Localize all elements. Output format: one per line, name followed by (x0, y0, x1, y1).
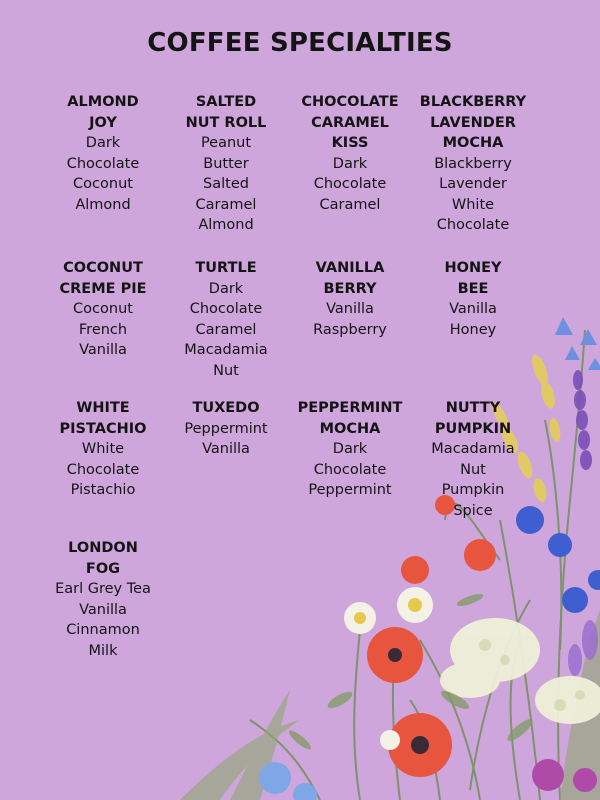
ingredient: Macadamia (431, 441, 515, 457)
menu-item (289, 92, 411, 215)
ingredient: Honey (449, 321, 497, 338)
drink-name: FOG (85, 560, 121, 577)
ingredient: Coconut (73, 176, 133, 192)
menu-item (412, 398, 534, 521)
drink-name: CARAMEL (311, 114, 389, 131)
ingredient: Peppermint (308, 482, 392, 498)
menu-item (412, 258, 534, 340)
menu-item (165, 398, 287, 460)
drink-name: HONEY (444, 260, 502, 276)
drink-name: MOCHA (442, 135, 504, 151)
ingredient: Dark (208, 280, 244, 297)
ingredient: Chocolate (313, 461, 387, 478)
ingredient: Caramel (195, 321, 257, 338)
ingredient: Butter (203, 155, 249, 172)
ingredient: Earl Grey Tea (55, 581, 151, 597)
ingredient: Chocolate (189, 301, 263, 317)
ingredient: Lavender (439, 176, 507, 192)
drink-name: TURTLE (195, 260, 257, 276)
ingredient: Peppermint (184, 420, 268, 437)
drink-name: VANILLA (315, 260, 385, 276)
ingredient: French (78, 321, 128, 338)
drink-name: LAVENDER (430, 114, 516, 131)
menu-item (42, 398, 164, 501)
menu-item (289, 398, 411, 501)
drink-name: BERRY (323, 280, 377, 297)
ingredient: Macadamia (184, 342, 268, 358)
ingredient: Dark (85, 135, 121, 151)
menu-item (42, 92, 164, 215)
drink-name: WHITE (76, 400, 130, 416)
ingredient: Chocolate (436, 217, 510, 233)
ingredient: Caramel (195, 196, 257, 213)
drink-name: JOY (89, 114, 117, 131)
ingredient: Vanilla (326, 301, 374, 317)
drink-name: PEPPERMINT (297, 400, 403, 416)
ingredient: White (81, 441, 125, 457)
menu-item (412, 92, 534, 236)
ingredient: Spice (453, 502, 493, 519)
drink-name: PISTACHIO (59, 420, 147, 437)
ingredient: Caramel (319, 196, 381, 213)
drink-name: CHOCOLATE (301, 94, 399, 110)
drink-name: BLACKBERRY (419, 94, 527, 110)
drink-name: NUTTY (445, 400, 501, 416)
ingredient: Dark (332, 441, 368, 457)
ingredient: Vanilla (79, 601, 127, 618)
ingredient: Almond (75, 196, 131, 213)
ingredient: Almond (198, 217, 254, 233)
ingredient: Chocolate (66, 155, 140, 172)
ingredient: Raspberry (313, 321, 387, 338)
drink-name: NUT ROLL (185, 114, 267, 131)
drink-name: TUXEDO (192, 400, 260, 416)
menu-item (42, 538, 164, 661)
ingredient: Peanut (200, 135, 252, 151)
menu-item (42, 258, 164, 361)
ingredient: Salted (203, 176, 249, 192)
ingredient: Chocolate (313, 176, 387, 192)
drink-name: KISS (331, 135, 369, 151)
menu-item (289, 258, 411, 340)
ingredient: White (451, 196, 495, 213)
ingredient: Chocolate (66, 461, 140, 478)
ingredient: Pistachio (70, 482, 136, 498)
drink-name: ALMOND (67, 94, 139, 110)
drink-name: SALTED (195, 94, 257, 110)
page-title: COFFEE SPECIALTIES (147, 28, 453, 58)
drink-name: BEE (457, 280, 489, 297)
ingredient: Vanilla (79, 342, 127, 358)
ingredient: Nut (213, 362, 239, 379)
ingredient: Cinnamon (66, 622, 140, 638)
drink-name: PUMPKIN (434, 420, 512, 437)
drink-name: COCONUT (63, 260, 143, 276)
menu-item (165, 92, 287, 236)
ingredient: Milk (88, 642, 118, 659)
drink-name: MOCHA (319, 420, 381, 437)
ingredient: Coconut (73, 301, 133, 317)
drink-name: LONDON (68, 540, 138, 556)
ingredient: Blackberry (434, 155, 512, 172)
menu-item (165, 258, 287, 381)
ingredient: Vanilla (202, 441, 250, 457)
ingredient: Dark (332, 155, 368, 172)
drink-name: CREME PIE (59, 280, 147, 297)
ingredient: Pumpkin (441, 482, 505, 498)
ingredient: Vanilla (449, 301, 497, 317)
ingredient: Nut (460, 461, 486, 478)
